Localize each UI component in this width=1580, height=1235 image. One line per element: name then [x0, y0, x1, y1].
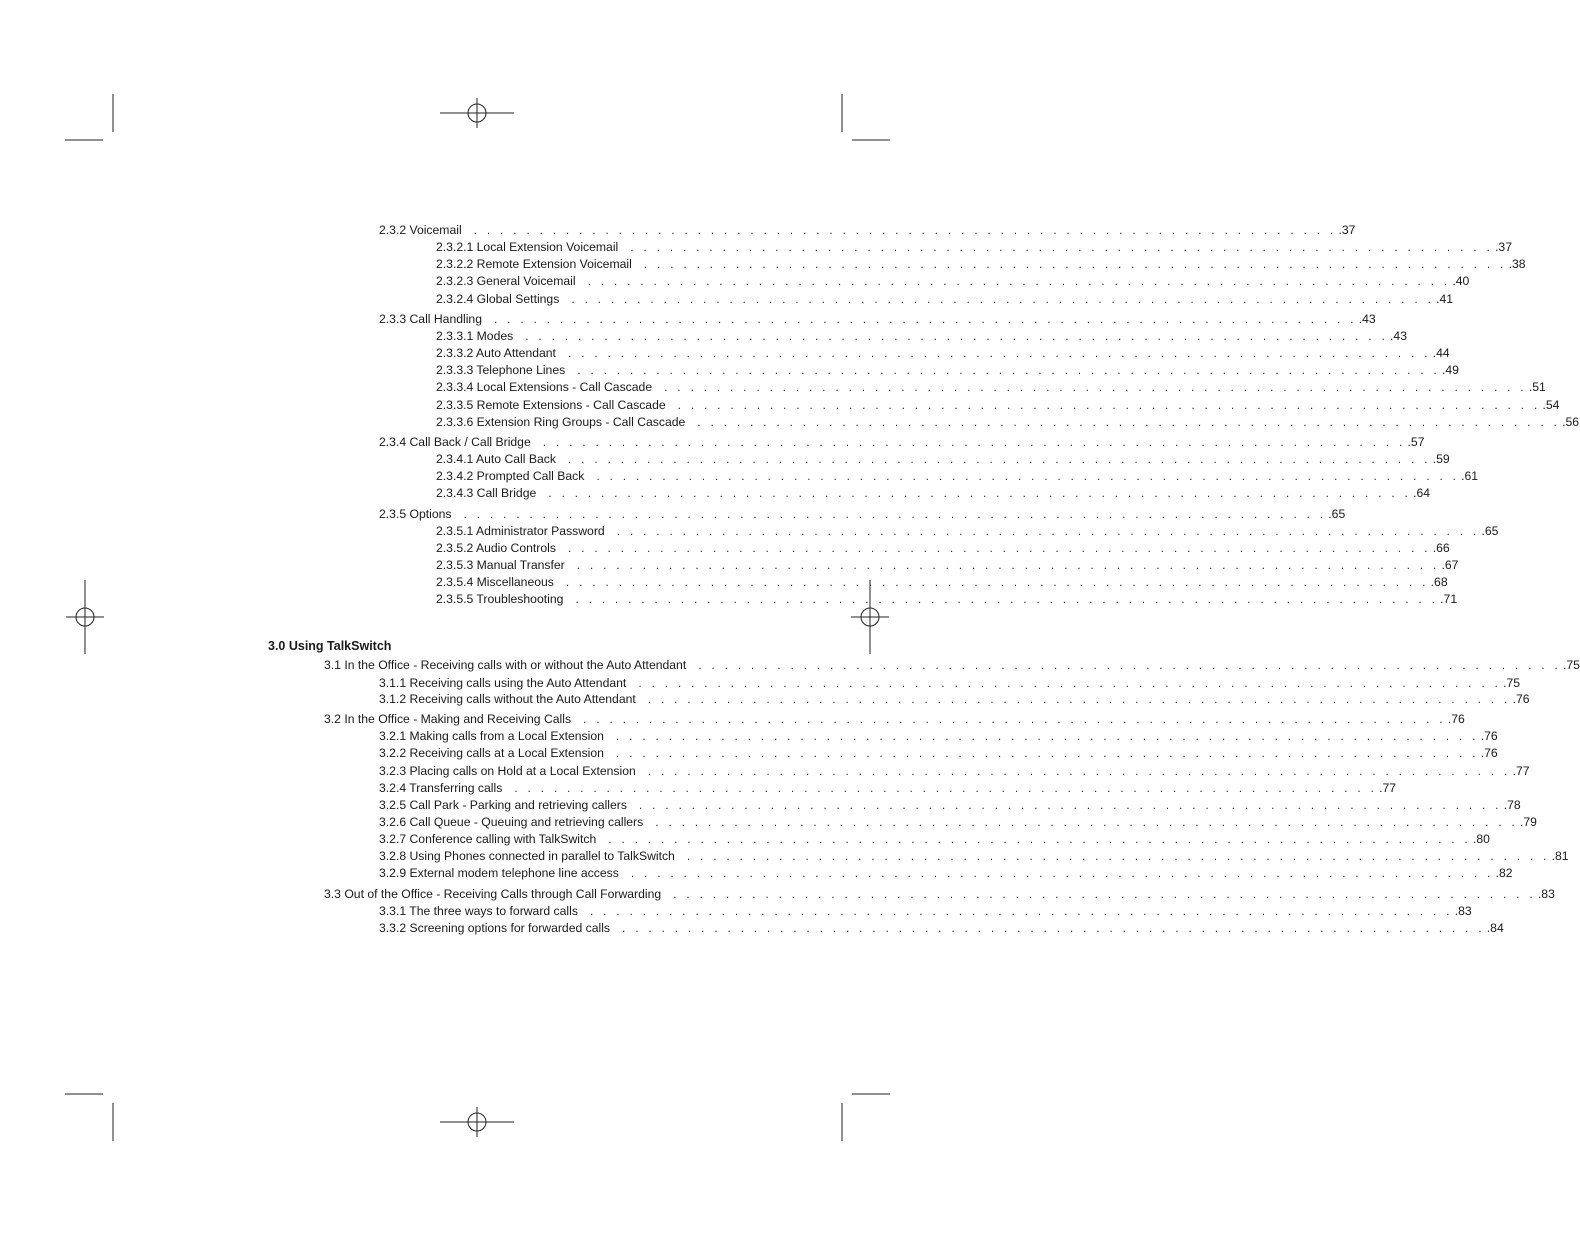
toc-entry	[324, 711, 1465, 727]
toc-entry-label: 3.2.7 Conference calling with TalkSwitch	[379, 832, 597, 846]
toc-dot-leader: . . . . . . . . . . . . . . . . . . . . . . . . . . . . . . . . . . . . . . . . . . . . . . . . . . . . . . . . . . . . . . . . . .	[514, 781, 1378, 795]
toc-page-number: .43	[1390, 329, 1407, 343]
toc-dot-leader: . . . . . . . . . . . . . . . . . . . . . . . . . . . . . . . . . . . . . . . . . . . . . . . . . . . . . . . . . . . . . . . . . .	[565, 575, 1429, 589]
toc-page-number: .56	[1562, 415, 1580, 429]
toc-page-number: .76	[1480, 746, 1498, 760]
toc-dot-leader: . . . . . . . . . . . . . . . . . . . . . . . . . . . . . . . . . . . . . . . . . . . . . . . . . . . . . . . . . . . . . . . . . .	[630, 866, 1494, 880]
toc-entry-label: 2.3.5.3 Manual Transfer	[436, 558, 565, 572]
toc-dot-leader: . . . . . . . . . . . . . . . . . . . . . . . . . . . . . . . . . . . . . . . . . . . . . . . . . . . . . . . . . . . . . . . . . .	[677, 398, 1541, 412]
toc-page-number: .68	[1430, 575, 1448, 589]
toc-page-number: .83	[1454, 904, 1472, 918]
toc-entry-label: 2.3.2.2 Remote Extension Voicemail	[436, 257, 632, 271]
toc-dot-leader: . . . . . . . . . . . . . . . . . . . . . . . . . . . . . . . . . . . . . . . . . . . . . . . . . . . . . . . . . . . . . . . . . .	[596, 469, 1460, 483]
toc-dot-leader: . . . . . . . . . . . . . . . . . . . . . . . . . . . . . . . . . . . . . . . . . . . . . . . . . . . . . . . . . . . . . . . . . .	[643, 257, 1507, 271]
toc-entry-label: 2.3.5 Options	[379, 507, 452, 521]
toc-page-number: .61	[1461, 469, 1479, 483]
toc-dot-leader: . . . . . . . . . . . . . . . . . . . . . . . . . . . . . . . . . . . . . . . . . . . . . . . . . . . . . . . . . . . . . . . . . .	[493, 312, 1357, 326]
toc-page-number: .64	[1413, 486, 1431, 500]
toc-entry-label: 3.2.9 External modem telephone line access	[379, 866, 619, 880]
toc-entry-label: 3.2.8 Using Phones connected in parallel to TalkSwitch	[379, 849, 675, 863]
toc-page-number: .77	[1379, 781, 1397, 795]
toc-dot-leader: . . . . . . . . . . . . . . . . . . . . . . . . . . . . . . . . . . . . . . . . . . . . . . . . . . . . . . . . . . . . . . . . . .	[589, 904, 1453, 918]
toc-entry	[436, 379, 1546, 395]
toc-entry	[379, 848, 1569, 864]
toc-page-number: .51	[1528, 380, 1546, 394]
toc-entry	[379, 903, 1472, 919]
toc-page-number: .78	[1503, 798, 1521, 812]
toc-page-number: .81	[1551, 849, 1569, 863]
toc-entry-label: 3.3.2 Screening options for forwarded calls	[379, 921, 611, 935]
toc-entry	[379, 691, 1530, 707]
toc-page-number: .71	[1440, 592, 1458, 606]
toc-entry	[436, 397, 1560, 413]
toc-entry	[436, 291, 1454, 307]
toc-page-number: .65	[1481, 524, 1499, 538]
toc-entry-label: 2.3.4.3 Call Bridge	[436, 486, 537, 500]
toc-entry	[379, 920, 1504, 936]
toc-page-number: .37	[1338, 223, 1356, 237]
toc-dot-leader: . . . . . . . . . . . . . . . . . . . . . . . . . . . . . . . . . . . . . . . . . . . . . . . . . . . . . . . . . . . . . . . . . .	[525, 329, 1389, 343]
toc-page-number: .79	[1520, 815, 1537, 829]
toc-entry	[379, 728, 1498, 744]
toc-entry-label: 3.1.1 Receiving calls using the Auto Attendant	[379, 676, 627, 690]
toc-entry-label: 3.2.5 Call Park - Parking and retrieving callers	[379, 798, 627, 812]
toc-page-number: .76	[1447, 712, 1465, 726]
toc-entry	[436, 328, 1407, 344]
toc-entry	[379, 797, 1521, 813]
toc-page-number: .75	[1563, 658, 1580, 672]
toc-entry	[379, 780, 1397, 796]
toc-entry-label: 2.3.3.3 Telephone Lines	[436, 363, 566, 377]
section-heading: 3.0 Using TalkSwitch	[268, 639, 392, 653]
toc-entry	[379, 745, 1498, 761]
toc-entry	[436, 451, 1450, 467]
toc-entry-label: 2.3.5.4 Miscellaneous	[436, 575, 554, 589]
toc-dot-leader: . . . . . . . . . . . . . . . . . . . . . . . . . . . . . . . . . . . . . . . . . . . . . . . . . . . . . . . . . . . . . . . . . .	[567, 346, 1431, 360]
toc-page-number: .37	[1495, 240, 1512, 254]
toc-dot-leader: . . . . . . . . . . . . . . . . . . . . . . . . . . . . . . . . . . . . . . . . . . . . . . . . . . . . . . . . . . . . . . . . . .	[615, 729, 1479, 743]
toc-dot-leader: . . . . . . . . . . . . . . . . . . . . . . . . . . . . . . . . . . . . . . . . . . . . . . . . . . . . . . . . . . . . . . . . . .	[698, 658, 1562, 672]
toc-page-number: .44	[1432, 346, 1450, 360]
toc-dot-leader: . . . . . . . . . . . . . . . . . . . . . . . . . . . . . . . . . . . . . . . . . . . . . . . . . . . . . . . . . . . . . . . . . .	[697, 415, 1561, 429]
toc-entry-label: 2.3.4.1 Auto Call Back	[436, 452, 556, 466]
toc-dot-leader: . . . . . . . . . . . . . . . . . . . . . . . . . . . . . . . . . . . . . . . . . . . . . . . . . . . . . . . . . . . . . . . . . .	[583, 712, 1446, 726]
toc-entry-label: 2.3.3 Call Handling	[379, 312, 482, 326]
toc-page-number: .76	[1480, 729, 1498, 743]
toc-page-number: .57	[1407, 435, 1425, 449]
toc-entry-label: 2.3.2.1 Local Extension Voicemail	[436, 240, 619, 254]
toc-entry	[436, 468, 1479, 484]
toc-dot-leader: . . . . . . . . . . . . . . . . . . . . . . . . . . . . . . . . . . . . . . . . . . . . . . . . . . . . . . . . . . . . . . . . . .	[615, 746, 1479, 760]
toc-page-number: .66	[1432, 541, 1450, 555]
toc-dot-leader: . . . . . . . . . . . . . . . . . . . . . . . . . . . . . . . . . . . . . . . . . . . . . . . . . . . . . . . . . . . . . . . . . .	[673, 887, 1536, 901]
toc-entry-label: 2.3.5.1 Administrator Password	[436, 524, 605, 538]
toc-dot-leader: . . . . . . . . . . . . . . . . . . . . . . . . . . . . . . . . . . . . . . . . . . . . . . . . . . . . . . . . . . . . . . . . . .	[463, 507, 1327, 521]
toc-entry-label: 3.3.1 The three ways to forward calls	[379, 904, 578, 918]
toc-entry	[379, 865, 1513, 881]
toc-dot-leader: . . . . . . . . . . . . . . . . . . . . . . . . . . . . . . . . . . . . . . . . . . . . . . . . . . . . . . . . . . . . . . . . . .	[686, 849, 1550, 863]
toc-entry-label: 2.3.4.2 Prompted Call Back	[436, 469, 585, 483]
toc-dot-leader: . . . . . . . . . . . . . . . . . . . . . . . . . . . . . . . . . . . . . . . . . . . . . . . . . . . . . . . . . . . . . . . . . .	[571, 292, 1435, 306]
toc-entry	[436, 239, 1512, 255]
toc-entry	[379, 506, 1346, 522]
toc-entry	[436, 362, 1459, 378]
toc-dot-leader: . . . . . . . . . . . . . . . . . . . . . . . . . . . . . . . . . . . . . . . . . . . . . . . . . . . . . . . . . . . . . . . . . .	[608, 832, 1472, 846]
toc-dot-leader: . . . . . . . . . . . . . . . . . . . . . . . . . . . . . . . . . . . . . . . . . . . . . . . . . . . . . . . . . . . . . . . . . .	[647, 764, 1511, 778]
toc-entry-label: 2.3.4 Call Back / Call Bridge	[379, 435, 531, 449]
toc-entry-label: 2.3.3.1 Modes	[436, 329, 514, 343]
toc-dot-leader: . . . . . . . . . . . . . . . . . . . . . . . . . . . . . . . . . . . . . . . . . . . . . . . . . . . . . . . . . . . . . . . . . .	[575, 592, 1439, 606]
toc-entry	[324, 657, 1580, 673]
toc-entry	[436, 574, 1448, 590]
toc-page-number: .80	[1473, 832, 1490, 846]
toc-entry	[436, 256, 1526, 272]
toc-entry-label: 3.2.1 Making calls from a Local Extension	[379, 729, 604, 743]
toc-entry	[379, 222, 1356, 238]
toc-page-number: .40	[1452, 274, 1470, 288]
toc-entry-label: 2.3.2.4 Global Settings	[436, 292, 560, 306]
toc-dot-leader: . . . . . . . . . . . . . . . . . . . . . . . . . . . . . . . . . . . . . . . . . . . . . . . . . . . . . . . . . . . . . . . . . .	[638, 798, 1502, 812]
toc-page-number: .38	[1508, 257, 1526, 271]
toc-dot-leader: . . . . . . . . . . . . . . . . . . . . . . . . . . . . . . . . . . . . . . . . . . . . . . . . . . . . . . . . . . . . . . . . . .	[473, 223, 1337, 237]
toc-page-number: .59	[1432, 452, 1450, 466]
toc-entry-label: 3.2 In the Office - Making and Receiving Calls	[324, 712, 572, 726]
toc-page-number: .82	[1495, 866, 1513, 880]
toc-dot-leader: . . . . . . . . . . . . . . . . . . . . . . . . . . . . . . . . . . . . . . . . . . . . . . . . . . . . . . . . . . . . . . . . . .	[567, 541, 1431, 555]
toc-dot-leader: . . . . . . . . . . . . . . . . . . . . . . . . . . . . . . . . . . . . . . . . . . . . . . . . . . . . . . . . . . . . . . . . . .	[647, 692, 1511, 706]
toc-entry	[436, 414, 1580, 430]
toc-dot-leader: . . . . . . . . . . . . . . . . . . . . . . . . . . . . . . . . . . . . . . . . . . . . . . . . . . . . . . . . . . . . . . . . . .	[622, 921, 1485, 935]
toc-page-number: .54	[1542, 398, 1560, 412]
toc-dot-leader: . . . . . . . . . . . . . . . . . . . . . . . . . . . . . . . . . . . . . . . . . . . . . . . . . . . . . . . . . . . . . . . . . .	[548, 486, 1412, 500]
toc-page-number: .65	[1328, 507, 1346, 521]
toc-entry	[379, 675, 1521, 691]
toc-entry	[379, 763, 1530, 779]
toc-entry	[436, 591, 1458, 607]
toc-page-number: .84	[1486, 921, 1504, 935]
toc-entry-label: 3.2.4 Transferring calls	[379, 781, 503, 795]
toc-entry-label: 2.3.2 Voicemail	[379, 223, 462, 237]
toc-dot-leader: . . . . . . . . . . . . . . . . . . . . . . . . . . . . . . . . . . . . . . . . . . . . . . . . . . . . . . . . . . . . . . . . . .	[638, 676, 1502, 690]
toc-page-number: .67	[1441, 558, 1459, 572]
toc-entry-label: 3.1.2 Receiving calls without the Auto Attendant	[379, 692, 636, 706]
toc-entry	[436, 557, 1459, 573]
toc-entry	[436, 345, 1450, 361]
toc-page-number: .77	[1512, 764, 1530, 778]
toc-dot-leader: . . . . . . . . . . . . . . . . . . . . . . . . . . . . . . . . . . . . . . . . . . . . . . . . . . . . . . . . . . . . . . . . . .	[577, 363, 1440, 377]
toc-entry	[436, 540, 1450, 556]
toc-entry-label: 2.3.5.5 Troubleshooting	[436, 592, 564, 606]
toc-entry	[324, 886, 1555, 902]
toc-entry	[379, 311, 1376, 327]
toc-page-number: .83	[1537, 887, 1555, 901]
toc-dot-leader: . . . . . . . . . . . . . . . . . . . . . . . . . . . . . . . . . . . . . . . . . . . . . . . . . . . . . . . . . . . . . . . . . .	[542, 435, 1406, 449]
toc-entry	[379, 831, 1490, 847]
toc-entry-label: 3.2.3 Placing calls on Hold at a Local Extension	[379, 764, 636, 778]
toc-entry-label: 2.3.3.2 Auto Attendant	[436, 346, 556, 360]
toc-entry-label: 3.3 Out of the Office - Receiving Calls through Call Forwarding	[324, 887, 662, 901]
toc-entry-label: 3.2.6 Call Queue - Queuing and retrieving callers	[379, 815, 644, 829]
toc-entry-label: 3.2.2 Receiving calls at a Local Extension	[379, 746, 604, 760]
toc-page-number: .75	[1503, 676, 1521, 690]
toc-entry-label: 2.3.3.5 Remote Extensions - Call Cascade	[436, 398, 666, 412]
toc-entry-label: 2.3.3.6 Extension Ring Groups - Call Cascade	[436, 415, 686, 429]
toc-dot-leader: . . . . . . . . . . . . . . . . . . . . . . . . . . . . . . . . . . . . . . . . . . . . . . . . . . . . . . . . . . . . . . . . . .	[664, 380, 1527, 394]
toc-page-number: .43	[1358, 312, 1376, 326]
toc-entry	[436, 485, 1431, 501]
toc-entry	[436, 523, 1499, 539]
toc-entry-label: 2.3.3.4 Local Extensions - Call Cascade	[436, 380, 653, 394]
toc-dot-leader: . . . . . . . . . . . . . . . . . . . . . . . . . . . . . . . . . . . . . . . . . . . . . . . . . . . . . . . . . . . . . . . . . .	[567, 452, 1431, 466]
toc-entry	[379, 814, 1537, 830]
toc-page-number: .49	[1442, 363, 1459, 377]
toc-entry-label: 2.3.5.2 Audio Controls	[436, 541, 556, 555]
toc-entry-label: 3.1 In the Office - Receiving calls with or without the Auto Attendant	[324, 658, 687, 672]
toc-entry	[379, 434, 1425, 450]
toc-entry	[436, 273, 1470, 289]
toc-dot-leader: . . . . . . . . . . . . . . . . . . . . . . . . . . . . . . . . . . . . . . . . . . . . . . . . . . . . . . . . . . . . . . . . . .	[576, 558, 1440, 572]
toc-dot-leader: . . . . . . . . . . . . . . . . . . . . . . . . . . . . . . . . . . . . . . . . . . . . . . . . . . . . . . . . . . . . . . . . . .	[630, 240, 1494, 254]
toc-dot-leader: . . . . . . . . . . . . . . . . . . . . . . . . . . . . . . . . . . . . . . . . . . . . . . . . . . . . . . . . . . . . . . . . . .	[655, 815, 1518, 829]
toc-dot-leader: . . . . . . . . . . . . . . . . . . . . . . . . . . . . . . . . . . . . . . . . . . . . . . . . . . . . . . . . . . . . . . . . . .	[587, 274, 1451, 288]
toc-entry-label: 2.3.2.3 General Voicemail	[436, 274, 576, 288]
toc-dot-leader: . . . . . . . . . . . . . . . . . . . . . . . . . . . . . . . . . . . . . . . . . . . . . . . . . . . . . . . . . . . . . . . . . .	[616, 524, 1480, 538]
toc-page-number: .41	[1436, 292, 1454, 306]
toc-page-number: .76	[1512, 692, 1530, 706]
